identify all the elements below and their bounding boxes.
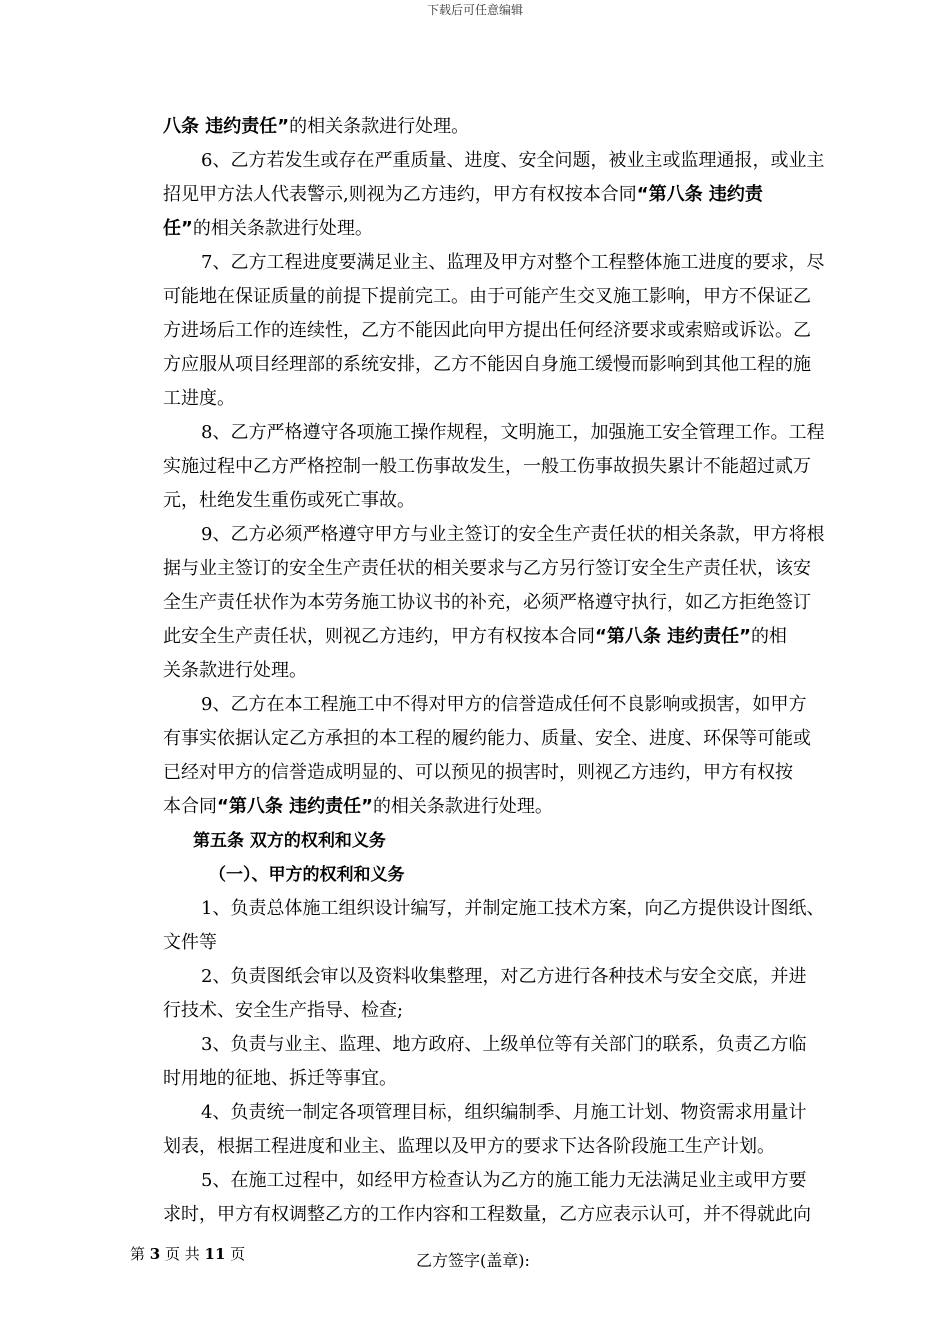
text-line: 4、负责统一制定各项管理目标，组织编制季、月施工计划、物资需求用量计 xyxy=(201,1102,807,1123)
subsection-heading: （一）、甲方的权利和义务 xyxy=(209,865,405,885)
text-line: 八条 违约责任”的相关条款进行处理。 xyxy=(163,116,470,137)
text-line: 9、乙方必须严格遵守甲方与业主签订的安全生产责任状的相关条款，甲方将根 xyxy=(201,524,825,545)
text-line: 有事实依据认定乙方承担的本工程的履约能力、质量、安全、进度、环保等可能或 xyxy=(163,728,811,749)
text-line: 本合同“第八条 违约责任”的相关条款进行处理。 xyxy=(163,796,553,817)
text-line: 行技术、安全生产指导、检查; xyxy=(163,1000,404,1021)
text-line: 1、负责总体施工组织设计编写，并制定施工技术方案，向乙方提供设计图纸、 xyxy=(201,898,825,919)
text-line: 3、负责与业主、监理、地方政府、上级单位等有关部门的联系，负责乙方临 xyxy=(201,1034,807,1055)
text-line: 可能地在保证质量的前提下提前完工。由于可能产生交叉施工影响，甲方不保证乙 xyxy=(163,286,811,307)
text-line: 据与业主签订的安全生产责任状的相关要求与乙方另行签订安全生产责任状，该安 xyxy=(163,558,811,579)
text-line: 招见甲方法人代表警示,则视为乙方违约，甲方有权按本合同“第八条 违约责 xyxy=(163,184,763,205)
text-line: 8、乙方严格遵守各项施工操作规程，文明施工，加强施工安全管理工作。工程 xyxy=(201,422,825,443)
text-line: 全生产责任状作为本劳务施工协议书的补充，必须严格遵守执行，如乙方拒绝签订 xyxy=(163,592,811,613)
text-line: 7、乙方工程进度要满足业主、监理及甲方对整个工程整体施工进度的要求，尽 xyxy=(201,252,825,273)
text-line: 已经对甲方的信誉造成明显的、可以预见的损害时，则视乙方违约，甲方有权按 xyxy=(163,762,793,783)
text-line: 5、在施工过程中，如经甲方检查认为乙方的施工能力无法满足业主或甲方要 xyxy=(201,1170,807,1191)
text-line: 任”的相关条款进行处理。 xyxy=(163,218,373,239)
text-line: 元，杜绝发生重伤或死亡事故。 xyxy=(163,490,415,511)
text-line: 划表，根据工程进度和业主、监理以及甲方的要求下达各阶段施工生产计划。 xyxy=(163,1136,775,1157)
signature-label: 乙方签字(盖章): xyxy=(416,1251,530,1270)
text-line: 6、乙方若发生或存在严重质量、进度、安全问题，被业主或监理通报，或业主 xyxy=(201,150,825,171)
text-line: 文件等 xyxy=(163,932,217,953)
text-line: 工进度。 xyxy=(163,388,235,409)
text-line: 方应服从项目经理部的系统安排，乙方不能因自身施工缓慢而影响到其他工程的施 xyxy=(163,354,811,375)
section-heading: 第五条 双方的权利和义务 xyxy=(193,831,386,851)
text-line: 实施过程中乙方严格控制一般工伤事故发生，一般工伤事故损失累计不能超过贰万 xyxy=(163,456,811,477)
text-line: 2、负责图纸会审以及资料收集整理，对乙方进行各种技术与安全交底，并进 xyxy=(201,966,807,987)
page-number: 第 3 页 共 11 页 xyxy=(130,1245,246,1263)
text-line: 此安全生产责任状，则视乙方违约，甲方有权按本合同“第八条 违约责任”的相 xyxy=(163,626,787,647)
page-header-note: 下载后可任意编辑 xyxy=(426,3,523,17)
text-line: 关条款进行处理。 xyxy=(163,660,307,681)
text-line: 9、乙方在本工程施工中不得对甲方的信誉造成任何不良影响或损害，如甲方 xyxy=(201,694,807,715)
text-line: 方进场后工作的连续性，乙方不能因此向甲方提出任何经济要求或索赔或诉讼。乙 xyxy=(163,320,811,341)
text-line: 求时，甲方有权调整乙方的工作内容和工程数量，乙方应表示认可，并不得就此向 xyxy=(163,1204,811,1225)
text-line: 时用地的征地、拆迁等事宜。 xyxy=(163,1068,397,1089)
